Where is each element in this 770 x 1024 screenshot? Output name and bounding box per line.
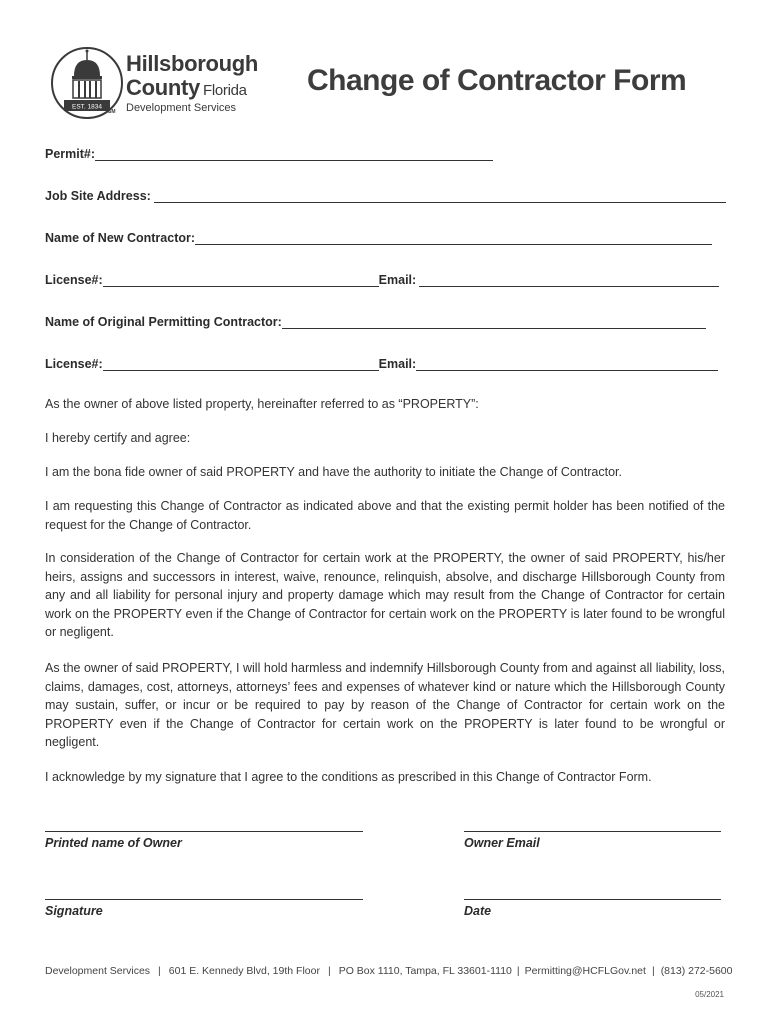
email-label-2: Email: bbox=[378, 357, 417, 371]
request-paragraph: I am requesting this Change of Contractor as indicated above and that the existing permit holder has been notified of the request for the Change of Contractor. bbox=[45, 499, 725, 532]
email-input-line-2[interactable] bbox=[416, 356, 718, 371]
waiver-paragraph: In consideration of the Change of Contractor for certain work at the PROPERTY, the owner of said PROPERTY, his/her heirs, assigns and successors in interest, waive, renounce, relinquish, absolve, and discharge Hillsborough County from any and all liability for personal injury and property damage which may result from the Change of Contractor for certain work on the PROPERTY even if the Change of Contractor for certain work on the PROPERTY is later found to be wrongful or negligent. bbox=[45, 551, 725, 639]
job-site-address-label: Job Site Address: bbox=[45, 189, 151, 203]
logo-name-county bbox=[126, 76, 247, 103]
owner-email-line[interactable] bbox=[464, 831, 721, 832]
job-site-address-field bbox=[45, 185, 726, 203]
job-site-address-input-line[interactable] bbox=[154, 188, 726, 203]
printed-name-label: Printed name of Owner bbox=[45, 836, 182, 850]
new-contractor-input-line[interactable] bbox=[195, 230, 712, 245]
intro-paragraph: As the owner of above listed property, hereinafter referred to as “PROPERTY”: bbox=[45, 397, 479, 411]
original-contractor-label: Name of Original Permitting Contractor: bbox=[45, 315, 282, 329]
footer-phone: (813) 272-5600 bbox=[660, 965, 733, 977]
est-banner-text: EST. 1834 bbox=[72, 103, 102, 111]
license-input-line-2[interactable] bbox=[103, 356, 379, 371]
permit-label: Permit#: bbox=[45, 147, 96, 161]
service-mark: SM bbox=[108, 109, 116, 115]
logo-name-hillsborough: Hillsborough bbox=[126, 51, 259, 76]
new-contractor-label: Name of New Contractor: bbox=[45, 231, 196, 245]
permit-field bbox=[45, 143, 493, 161]
logo-department: Development Services bbox=[126, 102, 237, 114]
original-contractor-input-line[interactable] bbox=[282, 314, 706, 329]
original-contractor-field bbox=[45, 311, 706, 329]
license-email-row-1 bbox=[45, 269, 719, 287]
indemnify-paragraph: As the owner of said PROPERTY, I will hold harmless and indemnify Hillsborough County from and against all liability, loss, claims, damages, cost, attorneys, attorneys’ fees and expenses of whatever kind or nature which the Hillsborough County may sustain, suffer, or incur or be required to pay by reason of the Change of Contractor for certain work on the PROPERTY even if the Change of Contractor for certain work on the PROPERTY is later found to be wrongful or negligent. bbox=[45, 661, 725, 749]
signature-label: Signature bbox=[45, 904, 103, 918]
logo-county-word: County bbox=[126, 75, 200, 100]
certify-paragraph: I hereby certify and agree: bbox=[45, 431, 191, 445]
license-input-line-1[interactable] bbox=[103, 272, 379, 287]
permit-input-line[interactable] bbox=[95, 146, 493, 161]
date-line[interactable] bbox=[464, 899, 721, 900]
date-label: Date bbox=[464, 904, 492, 918]
license-label-1: License#: bbox=[45, 273, 103, 287]
email-input-line-1[interactable] bbox=[419, 272, 719, 287]
page-title: Change of Contractor Form bbox=[307, 64, 687, 97]
printed-name-line[interactable] bbox=[45, 831, 363, 832]
footer-po-box: PO Box 1110, Tampa, FL 33601-1110 bbox=[338, 965, 512, 977]
acknowledge-paragraph: I acknowledge by my signature that I agree to the conditions as prescribed in this Change of Contractor Form. bbox=[45, 770, 652, 784]
new-contractor-field bbox=[45, 227, 712, 245]
signature-line[interactable] bbox=[45, 899, 363, 900]
license-label-2: License#: bbox=[45, 357, 103, 371]
footer-email[interactable]: Permitting@HCFLGov.net bbox=[524, 965, 646, 977]
county-logo bbox=[50, 46, 280, 124]
license-email-row-2 bbox=[45, 353, 718, 371]
owner-paragraph: I am the bona fide owner of said PROPERTY and have the authority to initiate the Change of Contractor. bbox=[45, 465, 622, 479]
footer-department: Development Services bbox=[45, 965, 151, 977]
email-label-1: Email: bbox=[378, 273, 417, 287]
revision-date: 05/2021 bbox=[695, 990, 724, 999]
footer-address: 601 E. Kennedy Blvd, 19th Floor bbox=[168, 965, 320, 977]
footer-contact: Development Services | 601 E. Kennedy Blvd, 19th Floor | PO Box 1110, Tampa, FL 33601-1110 | Permitting@HCFLGov.net | (813) 272-5600 bbox=[45, 965, 733, 977]
owner-email-label: Owner Email bbox=[464, 836, 540, 850]
logo-state: Florida bbox=[202, 82, 247, 99]
